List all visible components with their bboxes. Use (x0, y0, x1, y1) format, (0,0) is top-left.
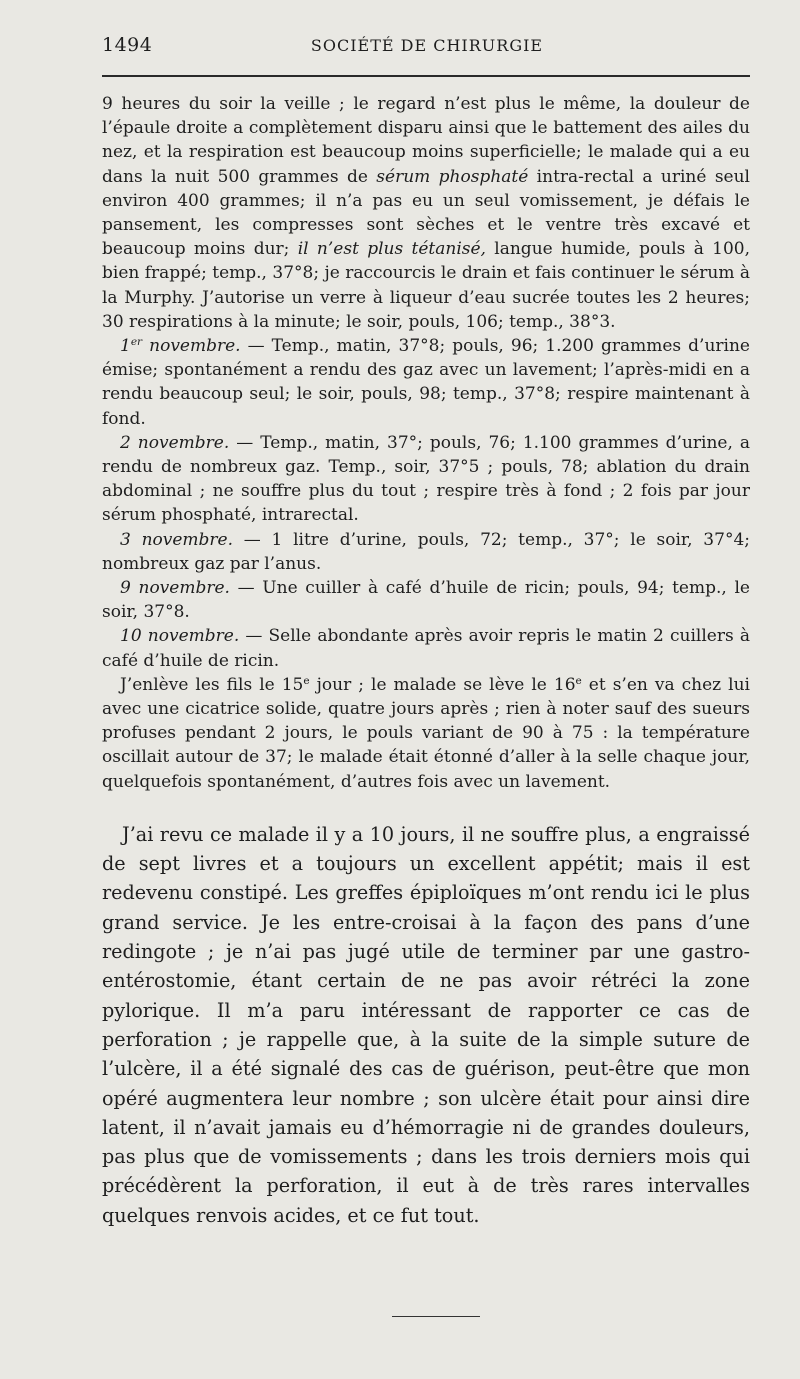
entry-3-novembre: 3 novembre. — 1 litre d’urine, pouls, 72; temp., 37°; le soir, 37°4; nombreux gaz par l’anus. (102, 529, 750, 574)
body-text (102, 92, 750, 1230)
page-number: 1494 (102, 34, 153, 56)
running-title: SOCIÉTÉ DE CHIRURGIE (310, 36, 544, 55)
commentary-paragraph: J’ai revu ce malade il y a 10 jours, il ne souffre plus, a engraissé de sept livres et a toujours un excellent appétit; mais il est redevenu constipé. Les greffes épiploïques m’ont rendu ici le plus grand service. Je les entre-croisai à la façon des pans d’une redingote ; je n’ai pas jugé utile de terminer par une gastro-entérostomie, étant certain de ne pas avoir rétréci la zone pylorique. Il m’a paru intéressant de rapporter ce cas de perforation ; je rappelle que, à la suite de la simple suture de l’ulcère, il a été signalé des cas de guérison, peut-être que mon opéré augmentera leur nombre ; son ulcère était pour ainsi dire latent, il n’avait jamais eu d’hémorragie ni de grandes douleurs, pas plus que de vomissements ; dans les trois derniers mois qui précédèrent la perforation, il eut à de très rares intervalles quelques renvois acides, et ce fut tout. (102, 822, 750, 1227)
entry-date: 9 novembre. (120, 578, 230, 599)
entry-1-novembre: 1er novembre. — Temp., matin, 37°8; pouls, 96; 1.200 grammes d’urine émise; spontanément a rendu des gaz avec un lavement; l’après-midi en a rendu beaucoup seul; le soir, pouls, 98; temp., 37°8; respire maintenant à fond. (102, 336, 750, 429)
paragraph-continuation: 9 heures du soir la veille ; le regard n’est plus le même, la douleur de l’épaule droite a complètement disparu ainsi que le battement des ailes du nez, et la respiration est beaucoup moins superficielle; le malade qui a eu dans la nuit 500 grammes de sérum phosphaté intra-rectal a uriné seul environ 400 grammes; il n’a pas eu un seul vomissement, je défais le pansement, les compresses sont sèches et le ventre très excavé et beaucoup moins dur; il n’est plus tétanisé, langue humide, pouls à 100, bien frappé; temp., 37°8; je raccourcis le drain et fais continuer le sérum à la Murphy. J’autorise un verre à liqueur d’eau sucrée toutes les 2 heures; 30 respirations à la minute; le soir, pouls, 106; temp., 38°3. (102, 94, 750, 332)
entry-date: 2 novembre. (120, 432, 230, 453)
entry-date: 3 novembre. (120, 529, 234, 550)
entry-date: 10 novembre. (120, 626, 240, 647)
commentary (102, 820, 750, 1230)
paragraph-outcome: J’enlève les fils le 15e jour ; le malade se lève le 16e et s’en va chez lui avec une cicatrice solide, quatre jours après ; rien à noter sauf des sueurs profuses pendant 2 jours, le pouls variant de 90 à 75 : la température oscillait autour de 37; le malade était étonné d’aller à la selle chaque jour, quelquefois spontanément, d’autres fois avec un lavement. (102, 674, 750, 792)
entry-10-novembre: 10 novembre. — Selle abondante après avoir repris le matin 2 cuillers à café d’huile de ricin. (102, 626, 750, 671)
page-header (102, 34, 752, 60)
end-rule (392, 1316, 480, 1317)
header-rule (102, 75, 750, 77)
entry-date: 1er novembre. (120, 336, 241, 357)
case-observation (102, 92, 750, 794)
entry-9-novembre: 9 novembre. — Une cuiller à café d’huile de ricin; pouls, 94; temp., le soir, 37°8. (102, 578, 750, 623)
entry-2-novembre: 2 novembre. — Temp., matin, 37°; pouls, 76; 1.100 grammes d’urine, a rendu de nombreux gaz. Temp., soir, 37°5 ; pouls, 78; ablation du drain abdominal ; ne souffre plus du tout ; respire très à fond ; 2 fois par jour sérum phosphaté, intrarectal. (102, 432, 750, 526)
